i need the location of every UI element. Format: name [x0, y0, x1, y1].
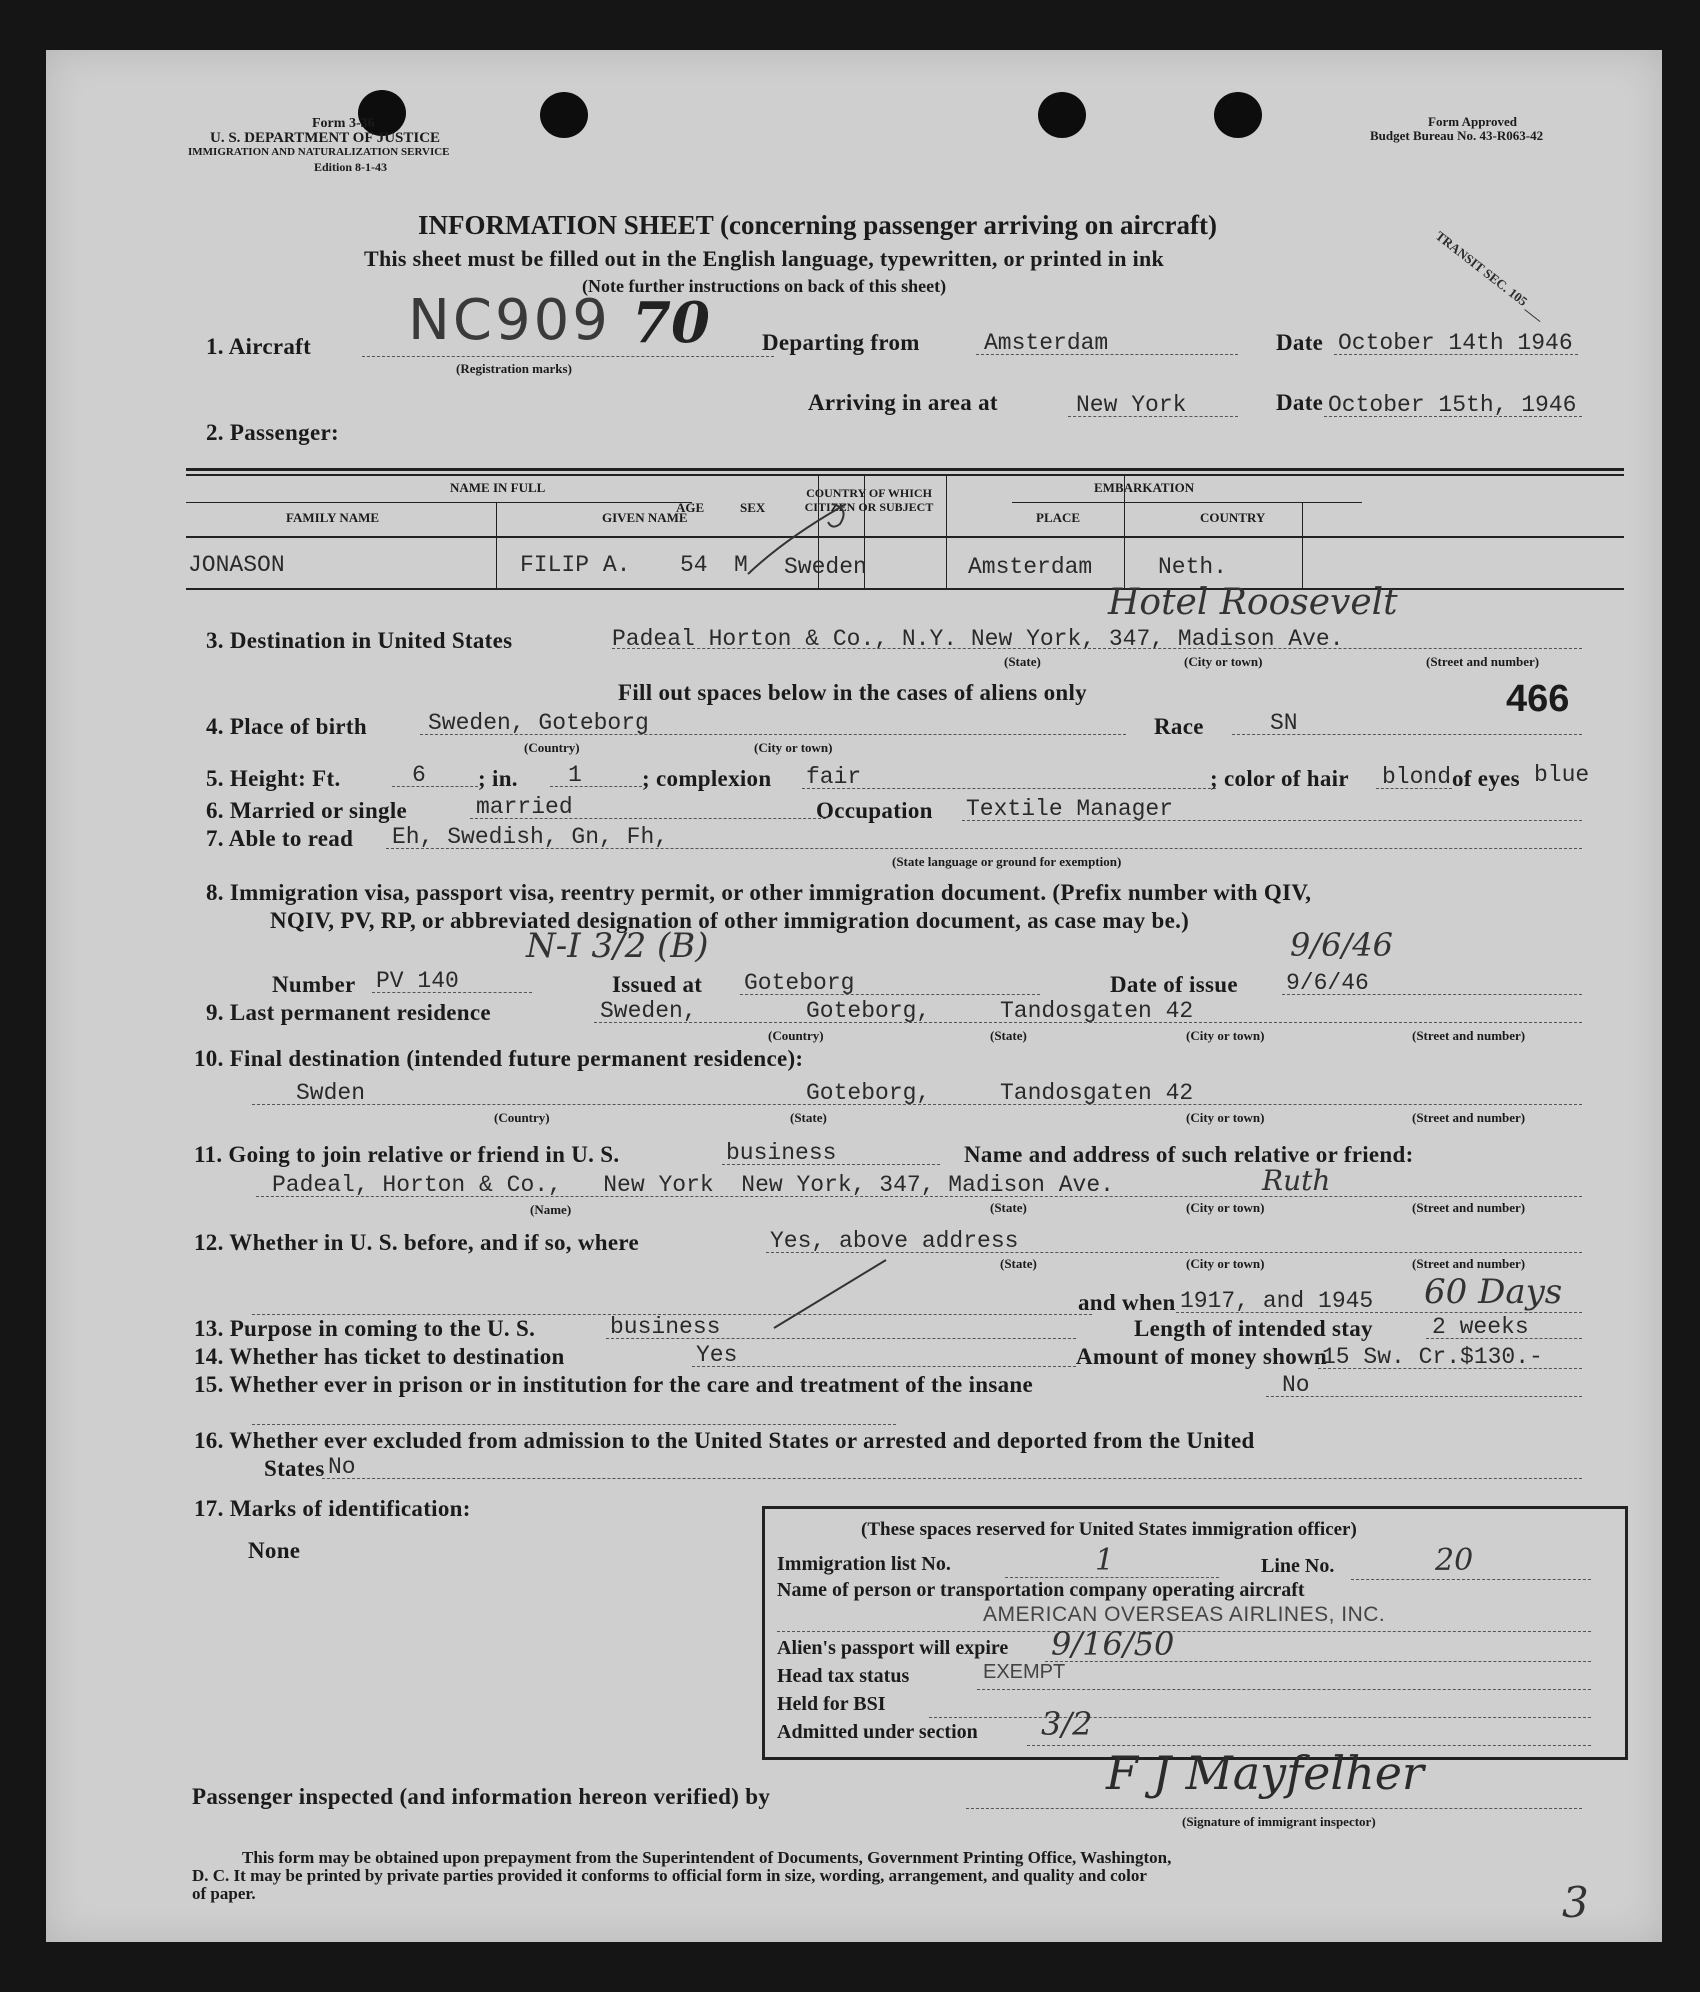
- header-age: AGE: [676, 500, 705, 515]
- header-place: PLACE: [1036, 510, 1081, 525]
- residence-city: Tandosgaten 42: [1000, 998, 1194, 1024]
- join-value: business: [726, 1140, 837, 1166]
- rel-cap-city: (City or town): [1186, 1200, 1265, 1215]
- birthplace-label: 4. Place of birth: [206, 714, 367, 739]
- footer-line-2: D. C. It may be printed by private parties provided it conforms to official form in size, wording, arrangement, and quality and color: [192, 1866, 1147, 1885]
- checkmark-mark: [746, 498, 856, 578]
- passenger-label: 2. Passenger:: [206, 420, 339, 445]
- date2-value: October 15th, 1946: [1328, 392, 1577, 418]
- date-label: Date: [1276, 330, 1324, 355]
- arriving-label: Arriving in area at: [808, 390, 998, 415]
- page-mark: 3: [1562, 1878, 1589, 1927]
- ticket-value: Yes: [696, 1342, 738, 1368]
- destination-value: Padeal Horton & Co., N.Y. New York, 347, Madison Ave.: [612, 626, 1344, 652]
- arriving-value: New York: [1076, 392, 1187, 418]
- department: U. S. DEPARTMENT OF JUSTICE: [210, 130, 441, 146]
- hair-value: blond: [1382, 764, 1452, 790]
- prison-label: 15. Whether ever in prison or in institution for the care and treatment of the insane: [194, 1372, 1034, 1397]
- header-sex: SEX: [740, 500, 766, 515]
- dest-cap-state: (State): [1004, 654, 1041, 669]
- footer-line-3: of paper.: [192, 1884, 256, 1903]
- cell-age: 54: [680, 552, 708, 578]
- line-value: 20: [1435, 1543, 1474, 1578]
- read-value: Eh, Swedish, Gn, Fh,: [392, 824, 669, 850]
- height-label: 5. Height: Ft.: [206, 766, 341, 791]
- list-value: 1: [1095, 1543, 1115, 1578]
- final-country: Swden: [296, 1080, 366, 1106]
- number-466: 466: [1506, 678, 1570, 720]
- purpose-label: 13. Purpose in coming to the U. S.: [194, 1316, 536, 1341]
- birth-cap-city: (City or town): [754, 740, 833, 755]
- form-title: INFORMATION SHEET (concerning passenger arriving on aircraft): [418, 210, 1217, 240]
- prison-value: No: [1282, 1372, 1310, 1398]
- signature-caption: (Signature of immigrant inspector): [1182, 1814, 1376, 1829]
- previous-visit-label: 12. Whether in U. S. before, and if so, where: [194, 1230, 639, 1255]
- cell-family-name: JONASON: [188, 552, 285, 578]
- final-city: Tandosgaten 42: [1000, 1080, 1194, 1106]
- complexion-label: ; complexion: [642, 766, 772, 791]
- cell-embark-place: Amsterdam: [968, 554, 1093, 580]
- relative-label: Name and address of such relative or friend:: [964, 1142, 1414, 1167]
- identification-value: None: [248, 1538, 301, 1563]
- form-subtitle: This sheet must be filled out in the English language, typewritten, or printed in ink: [364, 246, 1165, 271]
- marital-label: 6. Married or single: [206, 798, 408, 823]
- dest-cap-street: (Street and number): [1426, 654, 1540, 669]
- cell-sex: M: [734, 552, 748, 578]
- head-tax-value: EXEMPT: [983, 1661, 1066, 1683]
- issued-at-value: Goteborg: [744, 970, 855, 996]
- passport-expire-label: Alien's passport will expire: [777, 1637, 1009, 1659]
- eyes-label: of eyes: [1452, 766, 1520, 791]
- inspector-signature: F J Mayfelher: [1106, 1746, 1424, 1800]
- aliens-only-heading: Fill out spaces below in the cases of aliens only: [618, 680, 1087, 705]
- issue-date-value: 9/6/46: [1286, 970, 1369, 996]
- header-country: COUNTRY OF WHICH CITIZEN OR SUBJECT: [804, 486, 934, 514]
- header-emb-country: COUNTRY: [1200, 510, 1266, 525]
- visa-label-1: 8. Immigration visa, passport visa, reentry permit, or other immigration document. (Prefix number with QIV,: [206, 880, 1312, 905]
- departing-value: Amsterdam: [984, 330, 1109, 356]
- prev-cap-state: (State): [1000, 1256, 1037, 1271]
- cell-citizen: Sweden: [784, 554, 867, 580]
- identification-label: 17. Marks of identification:: [194, 1496, 471, 1521]
- hair-label: ; color of hair: [1210, 766, 1349, 791]
- height-in: 1: [568, 762, 582, 788]
- final-cap-street: (Street and number): [1412, 1110, 1526, 1125]
- rel-cap-state: (State): [990, 1200, 1027, 1215]
- head-tax-label: Head tax status: [777, 1665, 910, 1687]
- join-label: 11. Going to join relative or friend in U. S.: [194, 1142, 620, 1167]
- money-value: 15 Sw. Cr.$130.-: [1322, 1344, 1543, 1370]
- res-cap-country: (Country): [768, 1028, 824, 1043]
- aircraft-label: 1. Aircraft: [206, 334, 312, 359]
- res-cap-city: (City or town): [1186, 1028, 1265, 1043]
- occupation-value: Textile Manager: [966, 796, 1174, 822]
- destination-label: 3. Destination in United States: [206, 628, 513, 653]
- marital-value: married: [476, 794, 573, 820]
- section-value: 3/2: [1041, 1705, 1093, 1743]
- visa-number-label: Number: [272, 972, 356, 997]
- list-label: Immigration list No.: [777, 1553, 951, 1575]
- company-value: AMERICAN OVERSEAS AIRLINES, INC.: [983, 1603, 1386, 1626]
- res-cap-state: (State): [990, 1028, 1027, 1043]
- dest-cap-city: (City or town): [1184, 654, 1263, 669]
- final-cap-city: (City or town): [1186, 1110, 1265, 1125]
- ticket-label: 14. Whether has ticket to destination: [194, 1344, 565, 1369]
- form-note: (Note further instructions on back of this sheet): [582, 276, 947, 296]
- section-label: Admitted under section: [777, 1721, 978, 1743]
- officer-box-heading: (These spaces reserved for United States immigration officer): [861, 1519, 1357, 1540]
- destination-handwritten: Hotel Roosevelt: [1108, 582, 1398, 623]
- when-label: and when: [1078, 1290, 1176, 1315]
- relative-handwritten: Ruth: [1262, 1164, 1331, 1197]
- residence-country: Sweden,: [600, 998, 697, 1024]
- edition: Edition 8-1-43: [314, 160, 388, 174]
- visa-handwritten-date: 9/6/46: [1290, 926, 1393, 964]
- final-state: Goteborg,: [806, 1080, 931, 1106]
- cell-given-name: FILIP A.: [520, 552, 631, 578]
- registration-marks: NC909: [408, 288, 611, 353]
- visa-label-2: NQIV, PV, RP, or abbreviated designation of other immigration document, as case may be.): [270, 908, 1190, 933]
- final-cap-state: (State): [790, 1110, 827, 1125]
- residence-state: Goteborg,: [806, 998, 931, 1024]
- race-label: Race: [1154, 714, 1204, 739]
- residence-label: 9. Last permanent residence: [206, 1000, 491, 1025]
- excluded-label-2: States: [264, 1456, 325, 1481]
- height-in-label: ; in.: [478, 766, 518, 791]
- header-given-name: GIVEN NAME: [602, 510, 688, 525]
- excluded-label-1: 16. Whether ever excluded from admission to the United States or arrested and deported from the United: [194, 1428, 1255, 1453]
- issued-at-label: Issued at: [612, 972, 703, 997]
- registration-handwritten: 70: [632, 290, 710, 356]
- company-label: Name of person or transportation company operating aircraft: [777, 1579, 1305, 1601]
- officer-box: [762, 1506, 1628, 1760]
- date2-label: Date: [1276, 390, 1324, 415]
- res-cap-street: (Street and number): [1412, 1028, 1526, 1043]
- previous-visit-value: Yes, above address: [770, 1228, 1019, 1254]
- cell-embark-country: Neth.: [1158, 554, 1228, 580]
- birth-cap-country: (Country): [524, 740, 580, 755]
- rel-cap-name: (Name): [530, 1202, 572, 1217]
- race-value: SN: [1270, 710, 1298, 736]
- excluded-value: No: [328, 1454, 356, 1480]
- stay-label: Length of intended stay: [1134, 1316, 1373, 1341]
- when-handwritten: 60 Days: [1424, 1272, 1563, 1312]
- eyes-value: blue: [1534, 762, 1590, 788]
- issue-date-label: Date of issue: [1110, 972, 1238, 997]
- inspection-label: Passenger inspected (and information hereon verified) by: [192, 1784, 771, 1809]
- transit-stamp: TRANSIT SEC. 105 ___: [1432, 228, 1549, 323]
- purpose-value: business: [610, 1314, 721, 1340]
- service: IMMIGRATION AND NATURALIZATION SERVICE: [188, 146, 450, 158]
- prev-cap-street: (Street and number): [1412, 1256, 1526, 1271]
- header-name-in-full: NAME IN FULL: [450, 480, 546, 495]
- occupation-label: Occupation: [816, 798, 933, 823]
- read-caption: (State language or ground for exemption): [892, 854, 1122, 869]
- departing-label: Departing from: [762, 330, 920, 355]
- visa-handwritten-class: N-I 3/2 (B): [526, 926, 709, 966]
- header-embarkation: EMBARKATION: [1094, 480, 1195, 495]
- form-approved: Form Approved: [1428, 114, 1517, 129]
- prev-cap-city: (City or town): [1186, 1256, 1265, 1271]
- header-family-name: FAMILY NAME: [286, 510, 380, 525]
- slash-mark: [770, 1256, 890, 1332]
- bsi-label: Held for BSI: [777, 1693, 886, 1715]
- passport-expire-value: 9/16/50: [1051, 1625, 1175, 1663]
- stay-value: 2 weeks: [1432, 1314, 1529, 1340]
- line-label: Line No.: [1261, 1555, 1335, 1577]
- final-cap-country: (Country): [494, 1110, 550, 1125]
- final-destination-label: 10. Final destination (intended future permanent residence):: [194, 1046, 804, 1071]
- form-label: Form 3-36: [312, 116, 375, 131]
- birthplace-value: Sweden, Goteborg: [428, 710, 649, 736]
- rel-cap-street: (Street and number): [1412, 1200, 1526, 1215]
- punch-hole: [1038, 92, 1086, 138]
- punch-hole: [1214, 92, 1262, 138]
- when-value: 1917, and 1945: [1180, 1288, 1374, 1314]
- money-label: Amount of money shown: [1076, 1344, 1328, 1369]
- date-value: October 14th 1946: [1338, 330, 1573, 356]
- registration-caption: (Registration marks): [456, 361, 572, 376]
- information-sheet: [46, 50, 1662, 1942]
- read-label: 7. Able to read: [206, 826, 354, 851]
- punch-hole: [540, 92, 588, 138]
- relative-value: Padeal, Horton & Co., New York New York, 347, Madison Ave.: [272, 1172, 1114, 1198]
- visa-number-value: PV 140: [376, 968, 459, 994]
- height-ft: 6: [412, 762, 426, 788]
- budget-bureau: Budget Bureau No. 43-R063-42: [1370, 128, 1544, 143]
- complexion-value: fair: [806, 764, 862, 790]
- footer-line-1: This form may be obtained upon prepayment from the Superintendent of Documents, Government Printing Office, Washington,: [242, 1848, 1172, 1867]
